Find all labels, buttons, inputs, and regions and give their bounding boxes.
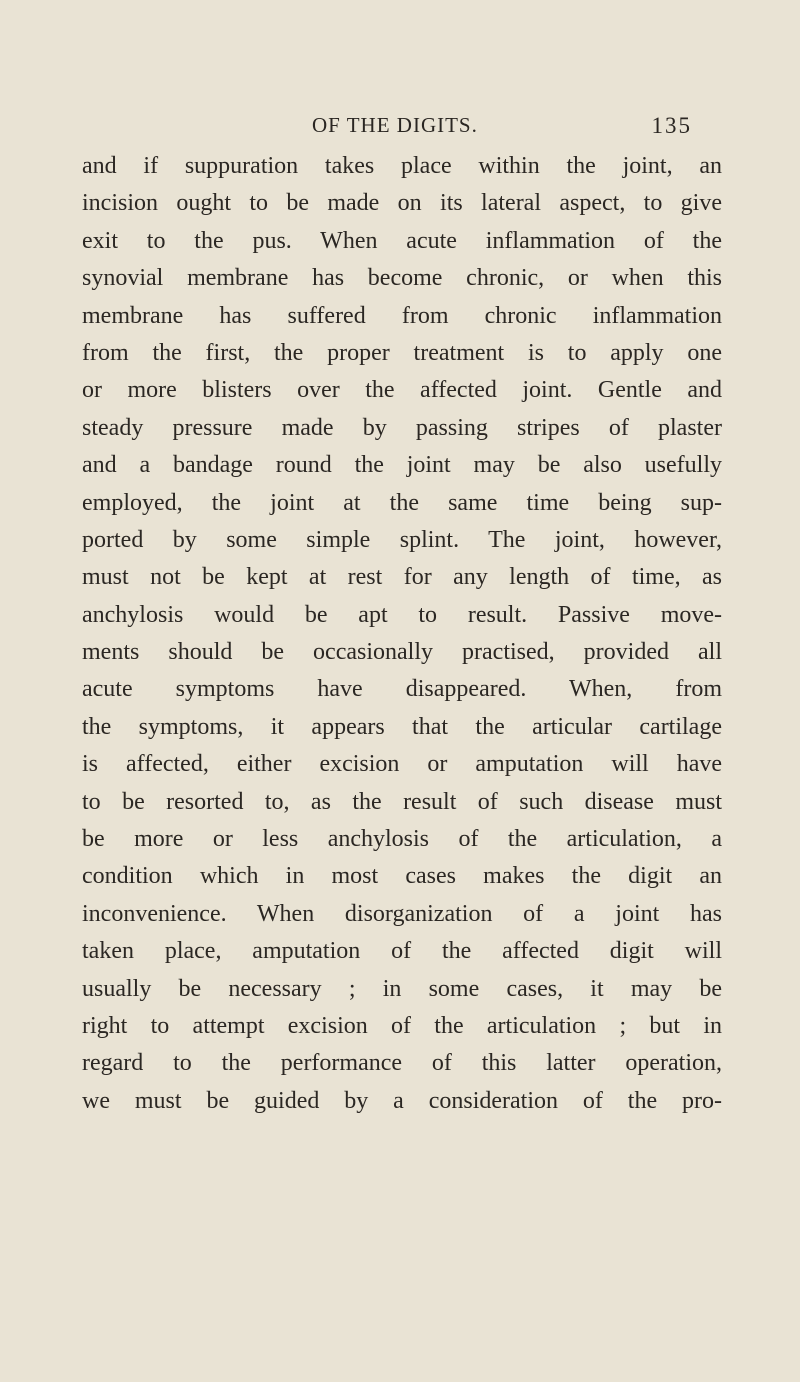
text-line: acute symptoms have disappeared. When, from xyxy=(82,676,722,703)
running-title: OF THE DIGITS. xyxy=(312,113,478,137)
text-line: incision ought to be made on its lateral aspect, to give xyxy=(82,190,722,217)
page-number: 135 xyxy=(651,113,692,138)
text-line: the symptoms, it appears that the articular cartilage xyxy=(82,713,722,740)
text-line: and if suppuration takes place within the joint, an xyxy=(82,153,722,179)
text-line: inconvenience. When disorganization of a joint has xyxy=(82,900,722,927)
text-line: ported by some simple splint. The joint, however, xyxy=(82,526,722,553)
text-line: must not be kept at rest for any length of time, as xyxy=(82,564,722,591)
text-line: or more blisters over the affected joint. Gentle and xyxy=(82,377,722,404)
text-line: from the first, the proper treatment is to apply one xyxy=(82,339,722,366)
text-line: we must be guided by a consideration of the pro- xyxy=(82,1087,722,1114)
text-line: taken place, amputation of the affected digit will xyxy=(82,938,722,965)
text-line: be more or less anchylosis of the articulation, a xyxy=(82,826,722,853)
text-line: is affected, either excision or amputation will have xyxy=(82,751,722,778)
text-line: anchylosis would be apt to result. Passive move- xyxy=(82,601,722,628)
text-line: right to attempt excision of the articulation ; but in xyxy=(82,1012,722,1039)
text-line: condition which in most cases makes the digit an xyxy=(82,863,722,890)
text-line: ments should be occasionally practised, provided all xyxy=(82,639,722,666)
body-text xyxy=(82,148,722,1120)
text-line: usually be necessary ; in some cases, it may be xyxy=(82,975,722,1002)
text-line: steady pressure made by passing stripes of plaster xyxy=(82,414,722,441)
text-line: regard to the performance of this latter operation, xyxy=(82,1050,722,1077)
text-line: membrane has suffered from chronic inflammation xyxy=(82,302,722,329)
text-line: employed, the joint at the same time being sup- xyxy=(82,489,722,516)
text-line: to be resorted to, as the result of such disease must xyxy=(82,788,722,815)
running-head xyxy=(312,113,692,143)
text-line: exit to the pus. When acute inflammation of the xyxy=(82,227,722,254)
text-line: synovial membrane has become chronic, or when this xyxy=(82,265,722,292)
text-line: and a bandage round the joint may be also usefully xyxy=(82,452,722,479)
